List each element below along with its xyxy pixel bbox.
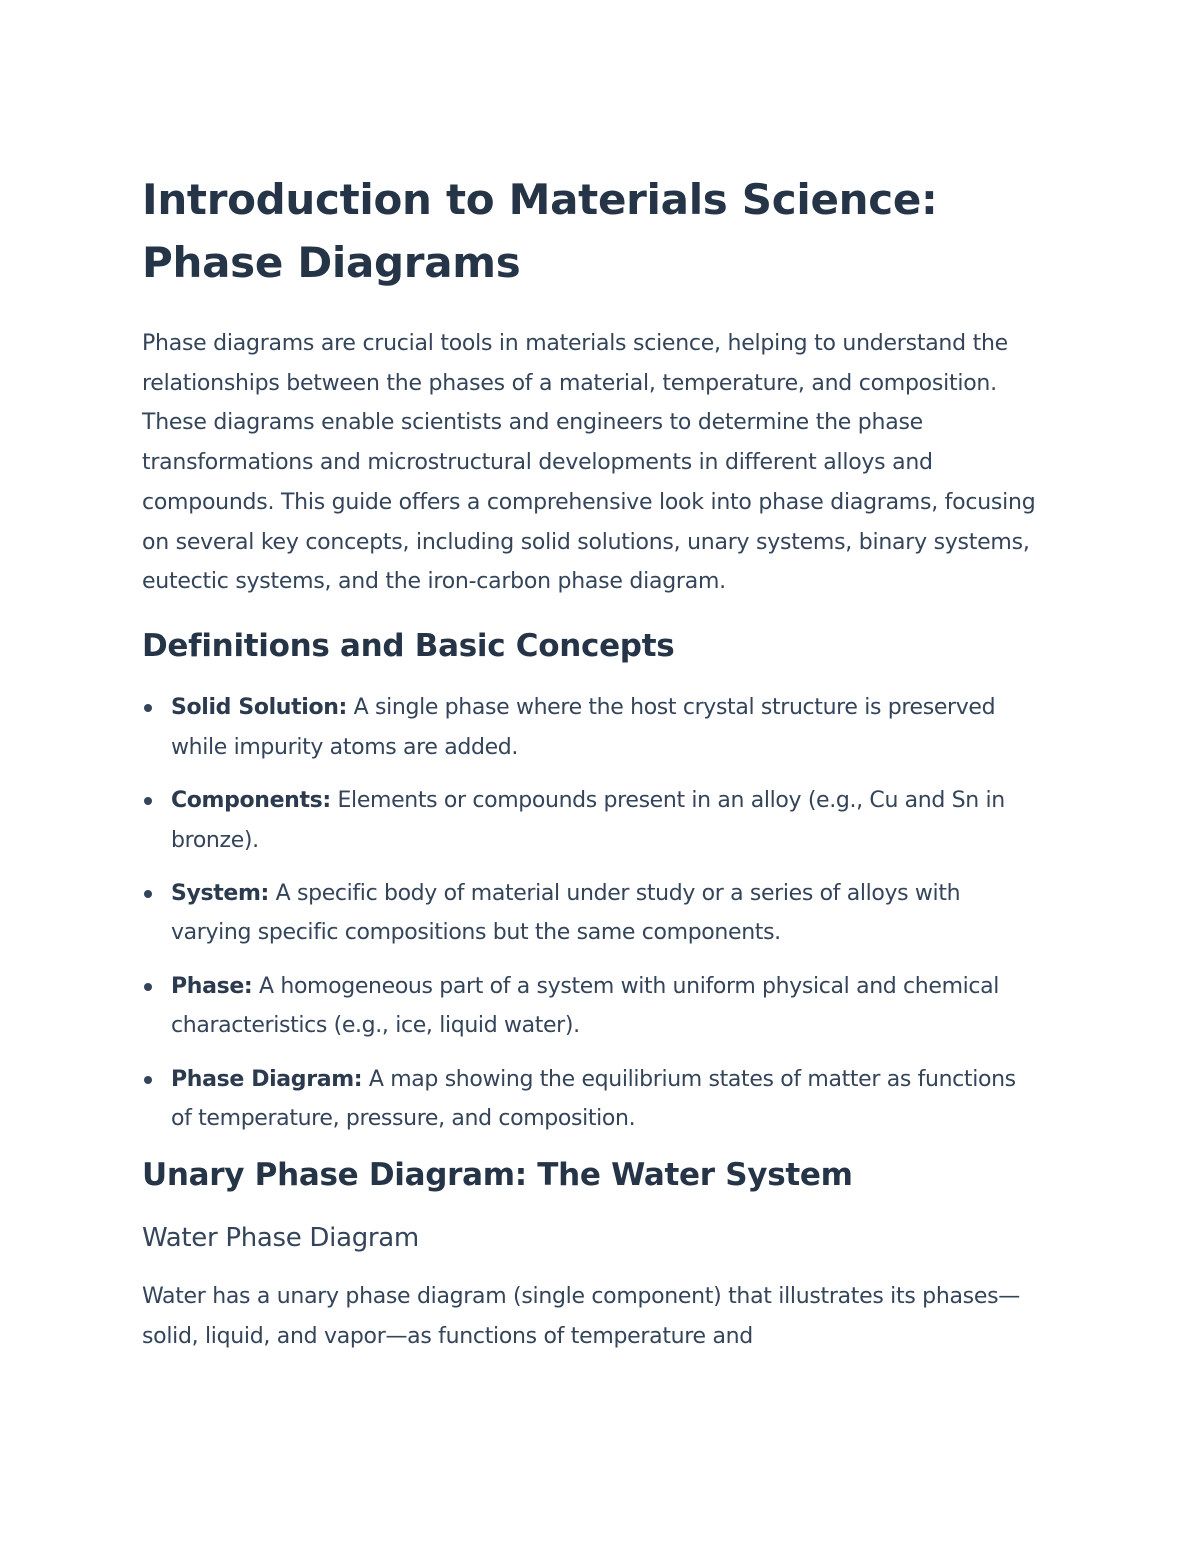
title-line-2: Phase Diagrams xyxy=(142,238,521,287)
term-label: Components: xyxy=(171,787,331,813)
definitions-list xyxy=(142,688,1042,1139)
intro-paragraph: Phase diagrams are crucial tools in materials science, helping to understand the relationships between the phases of a material, temperature, and composition. These diagrams enable scientists and engineers to determine the phase transformations and microstructural developments in different alloys and compounds. This guide offers a comprehensive look into phase diagrams, focusing on several key concepts, including solid solutions, unary systems, binary systems, eutectic systems, and the iron-carbon phase diagram. xyxy=(142,331,1036,595)
term-definition: A map showing the equilibrium states of matter as functions of temperature, pressure, and composition. xyxy=(171,1066,1016,1132)
term-definition: Elements or compounds present in an alloy (e.g., Cu and Sn in bronze). xyxy=(171,787,1005,853)
term-definition: A homogeneous part of a system with uniform physical and chemical characteristics (e.g., ice, liquid water). xyxy=(171,973,1000,1039)
term-label: Solid Solution: xyxy=(171,694,347,720)
term-label: Phase: xyxy=(171,973,253,999)
page-title xyxy=(142,168,1042,294)
list-item xyxy=(142,781,1042,860)
list-item xyxy=(142,688,1042,767)
water-paragraph: Water has a unary phase diagram (single component) that illustrates its phases—solid, liquid, and vapor—as functions of temperature and xyxy=(142,1283,1020,1349)
bullet-icon xyxy=(144,704,152,712)
water-subheading: Water Phase Diagram xyxy=(142,1222,419,1253)
term-definition: A single phase where the host crystal structure is preserved while impurity atoms are added. xyxy=(171,694,996,760)
bullet-icon xyxy=(144,983,152,991)
definitions-heading: Definitions and Basic Concepts xyxy=(142,627,675,664)
list-item xyxy=(142,967,1042,1046)
list-item xyxy=(142,1060,1042,1139)
title-line-1: Introduction to Materials Science: xyxy=(142,175,938,224)
document-page xyxy=(142,168,1042,1356)
unary-heading: Unary Phase Diagram: The Water System xyxy=(142,1156,853,1193)
term-label: Phase Diagram: xyxy=(171,1066,363,1092)
bullet-icon xyxy=(144,1076,152,1084)
bullet-icon xyxy=(144,797,152,805)
list-item xyxy=(142,874,1042,953)
term-definition: A specific body of material under study or a series of alloys with varying specific compositions but the same components. xyxy=(171,880,961,946)
bullet-icon xyxy=(144,890,152,898)
term-label: System: xyxy=(171,880,269,906)
